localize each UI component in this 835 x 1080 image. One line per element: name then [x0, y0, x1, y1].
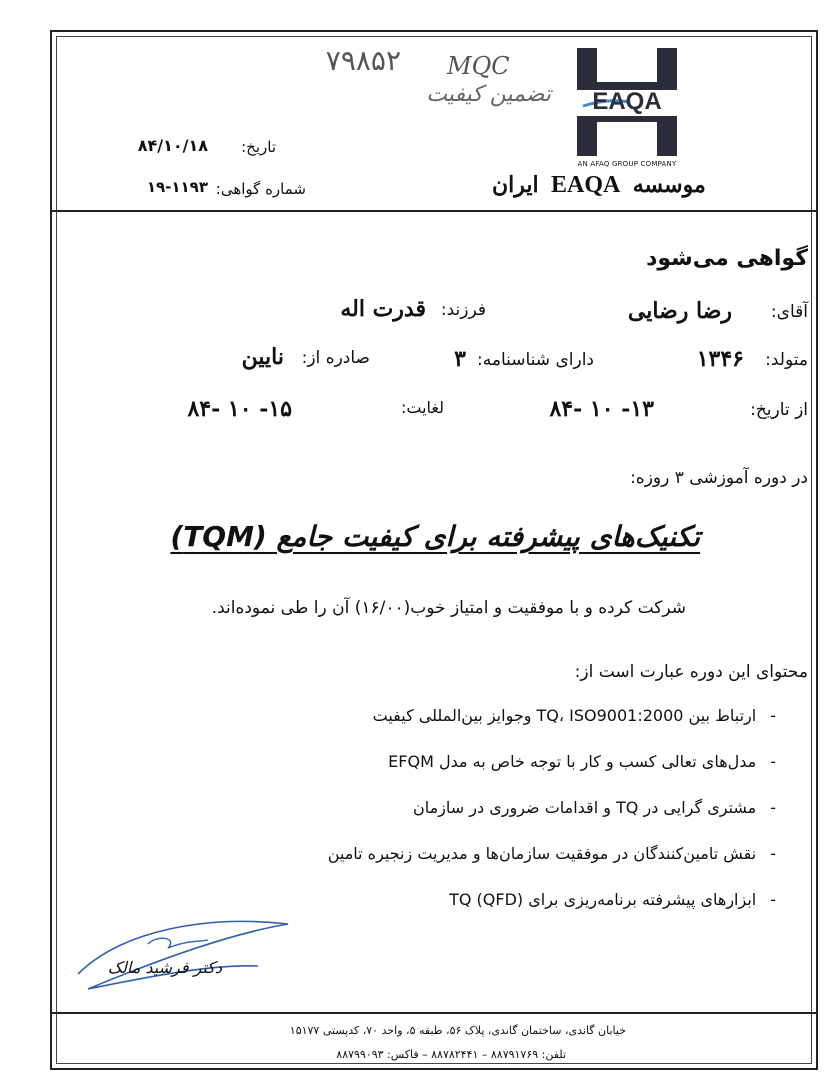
certificate-number-value: ۱۹-۱۱۹۳ [146, 178, 208, 196]
issued-label: صادره از: [301, 348, 370, 368]
list-item [328, 844, 776, 863]
course-title: تکنیک‌های پیشرفته برای کیفیت جامع (TQM) [170, 520, 700, 553]
result-statement: شرکت کرده و با موفقیت و امتیاز خوب(۱۶/۰۰) آن را طی نموده‌اند. [211, 598, 686, 618]
id-value: ۳ [454, 346, 466, 372]
footer-phones: تلفن: ۸۸۷۹۱۷۶۹ – ۸۸۷۸۲۴۴۱ – فاکس: ۸۸۷۹۹۰۹۳ [336, 1048, 566, 1061]
certificate-number-label: شماره گواهی: [215, 180, 306, 198]
issued-value: نایین [241, 344, 284, 370]
list-bullet: - [770, 706, 776, 725]
child-of-label: فرزند: [440, 300, 486, 320]
footer-address: خیابان گاندی، ساختمان گاندی، پلاک ۵۶، طبقه ۵، واحد ۷۰، کدپستی ۱۵۱۷۷ [289, 1024, 626, 1037]
institute-name [492, 170, 706, 199]
list-item [388, 752, 776, 771]
logo-text: EAQA [592, 88, 662, 115]
list-item-text: ابزارهای پیشرفته برنامه‌ریزی برای TQ (QFD) [449, 890, 757, 909]
participant-name: رضا رضایی [627, 298, 732, 324]
born-value: ۱۳۴۶ [696, 346, 744, 372]
father-name: قدرت اله [340, 296, 426, 322]
header-divider [52, 210, 816, 212]
logo-subtitle: AN AFAQ GROUP COMPANY [577, 160, 677, 168]
list-item-text: مدل‌های تعالی کسب و کار با توجه خاص به مدل EFQM [388, 752, 757, 771]
handwritten-number: ۷۹۸۵۲ [325, 44, 401, 77]
date-value: ۸۴/۱۰/۱۸ [137, 136, 208, 155]
signer-name: دکتر فرشید مالک [107, 958, 222, 977]
handwritten-code: MQC [447, 52, 510, 80]
list-item-text: ارتباط بین TQ، ISO9001:2000 وجوایز بین‌المللی کیفیت [372, 706, 757, 725]
date-label: تاریخ: [241, 138, 276, 156]
id-label: دارای شناسنامه: [477, 350, 594, 370]
certificate-frame [50, 30, 818, 1070]
to-date-value: ۱۵- ۱۰ -۸۴ [187, 396, 292, 422]
born-label: متولد: [765, 350, 808, 370]
list-item [413, 798, 776, 817]
list-bullet: - [770, 890, 776, 909]
footer-divider [52, 1012, 816, 1014]
list-item-text: مشتری گرایی در TQ و اقدامات ضروری در سازمان [412, 798, 757, 817]
course-intro: در دوره آموزشی ۳ روزه: [630, 468, 808, 488]
eaqa-logo [569, 46, 685, 174]
from-date-value: ۱۳- ۱۰ -۸۴ [549, 396, 654, 422]
list-item [449, 890, 776, 909]
from-date-label: از تاریخ: [750, 400, 808, 420]
content-intro: محتوای این دوره عبارت است از: [574, 662, 808, 682]
signature-scribble-icon [58, 894, 318, 1004]
list-bullet: - [770, 844, 776, 863]
list-item [373, 706, 776, 725]
institute-brand: EAQA [551, 172, 621, 198]
institute-post: ایران [492, 172, 539, 198]
institute-pre: موسسه [632, 172, 706, 198]
list-bullet: - [770, 798, 776, 817]
handwritten-note: تضمین کیفیت [426, 82, 551, 107]
list-item-text: نقش تامین‌کنندگان در موفقیت سازمان‌ها و مدیریت زنجیره تامین [327, 844, 757, 863]
to-date-label: لغایت: [400, 398, 444, 417]
list-bullet: - [770, 752, 776, 771]
certify-heading: گواهی می‌شود [646, 246, 808, 271]
mr-label: آقای: [770, 302, 808, 322]
